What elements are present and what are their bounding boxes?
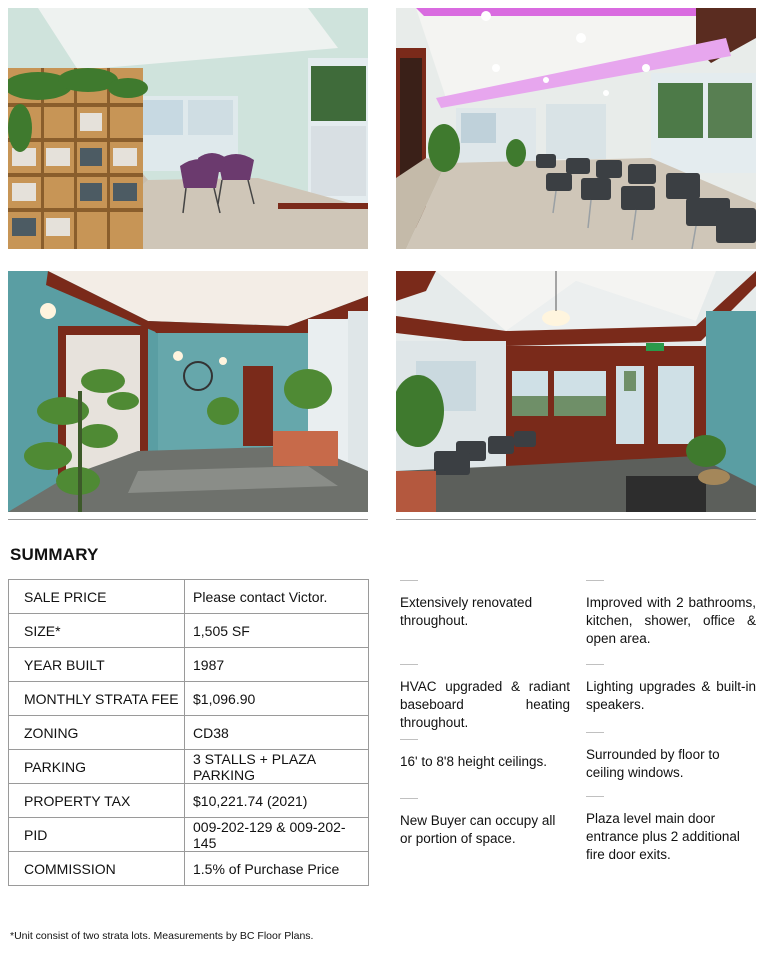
feature-item	[586, 796, 756, 864]
row-label: ZONING	[9, 716, 185, 750]
row-value: $10,221.74 (2021)	[185, 784, 369, 818]
table-row	[9, 614, 369, 648]
interior-photo-icon	[8, 8, 368, 249]
feature-item	[400, 798, 570, 848]
feature-text: Plaza level main door entrance plus 2 additional fire door exits.	[586, 811, 740, 862]
row-value: 1,505 SF	[185, 614, 369, 648]
row-label: COMMISSION	[9, 852, 185, 886]
feature-item	[586, 580, 756, 648]
feature-text: Improved with 2 bathrooms, kitchen, shower, office & open area.	[586, 595, 756, 646]
photo-lobby	[8, 271, 368, 512]
row-label: PID	[9, 818, 185, 852]
row-value: CD38	[185, 716, 369, 750]
feature-text: HVAC upgraded & radiant baseboard heating throughout.	[400, 679, 570, 730]
feature-text: Extensively renovated throughout.	[400, 595, 533, 628]
feature-item	[400, 664, 570, 732]
feature-dash	[586, 732, 604, 733]
feature-dash	[586, 664, 604, 665]
row-label: PARKING	[9, 750, 185, 784]
summary-table	[8, 579, 369, 886]
table-row	[9, 580, 369, 614]
feature-dash	[400, 798, 418, 799]
feature-item	[586, 732, 756, 782]
table-row	[9, 682, 369, 716]
row-value: 1.5% of Purchase Price	[185, 852, 369, 886]
feature-dash	[400, 664, 418, 665]
row-label: MONTHLY STRATA FEE	[9, 682, 185, 716]
row-label: PROPERTY TAX	[9, 784, 185, 818]
row-value: Please contact Victor.	[185, 580, 369, 614]
row-value: $1,096.90	[185, 682, 369, 716]
row-value: 009-202-129 & 009-202-145	[185, 818, 369, 852]
feature-item	[400, 739, 570, 771]
photo-entrance	[396, 271, 756, 512]
interior-photo-icon	[8, 271, 368, 512]
table-row	[9, 818, 369, 852]
divider-line	[396, 519, 756, 520]
feature-item	[586, 664, 756, 714]
feature-text: Lighting upgrades & built-in speakers.	[586, 679, 756, 712]
table-row	[9, 852, 369, 886]
table-row	[9, 716, 369, 750]
table-row	[9, 784, 369, 818]
row-label: YEAR BUILT	[9, 648, 185, 682]
interior-photo-icon	[396, 271, 756, 512]
interior-photo-icon	[396, 8, 756, 249]
feature-dash	[586, 796, 604, 797]
feature-dash	[400, 739, 418, 740]
table-row	[9, 750, 369, 784]
feature-dash	[400, 580, 418, 581]
divider-line	[8, 519, 368, 520]
photo-yoga-room	[8, 8, 368, 249]
summary-heading: SUMMARY	[10, 545, 99, 564]
feature-text: 16' to 8'8 height ceilings.	[400, 754, 548, 769]
footnote: *Unit consist of two strata lots. Measurements by BC Floor Plans.	[10, 930, 314, 942]
feature-dash	[586, 580, 604, 581]
row-label: SALE PRICE	[9, 580, 185, 614]
feature-text: Surrounded by floor to ceiling windows.	[586, 747, 720, 780]
feature-item	[400, 580, 570, 630]
table-row	[9, 648, 369, 682]
photo-seminar-room	[396, 8, 756, 249]
row-label: SIZE*	[9, 614, 185, 648]
row-value: 3 STALLS + PLAZA PARKING	[185, 750, 369, 784]
feature-text: New Buyer can occupy all or portion of space.	[400, 813, 556, 846]
row-value: 1987	[185, 648, 369, 682]
